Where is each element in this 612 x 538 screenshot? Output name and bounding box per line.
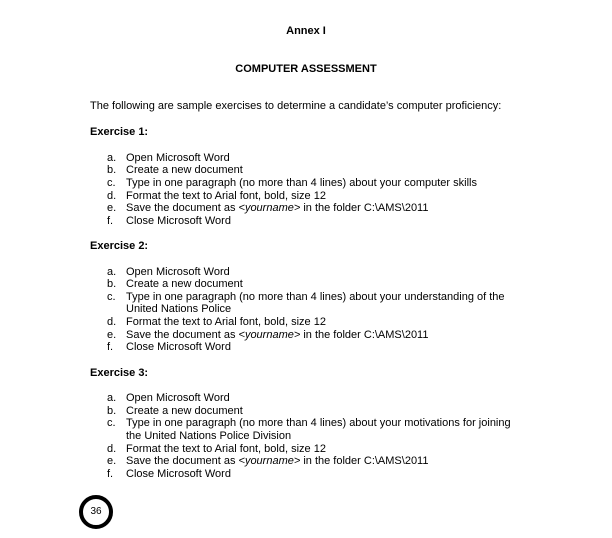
item-label: a. [107, 392, 117, 404]
item-text-pre: Save the document as [126, 329, 239, 341]
item-label: a. [107, 152, 117, 164]
item-label: f. [107, 215, 114, 227]
item-text: Open Microsoft Word [126, 152, 230, 164]
item-text: Open Microsoft Word [126, 392, 230, 404]
item-label: c. [107, 417, 116, 429]
list-item [0, 164, 612, 177]
item-text [126, 202, 428, 214]
page-number-badge: 36 [79, 495, 113, 529]
item-text: Format the text to Arial font, bold, size 12 [126, 443, 326, 455]
item-label: c. [107, 291, 116, 303]
item-text: Format the text to Arial font, bold, size 12 [126, 190, 326, 202]
item-text-post: in the folder C:\AMS\2011 [300, 329, 429, 341]
item-label: e. [107, 202, 117, 214]
item-text-post: in the folder C:\AMS\2011 [300, 455, 429, 467]
item-text: Format the text to Arial font, bold, size 12 [126, 316, 326, 328]
item-text [126, 329, 428, 341]
list-item [0, 177, 612, 190]
list-item [0, 392, 612, 405]
annex-label: Annex I [286, 25, 326, 37]
item-label: c. [107, 177, 116, 189]
item-label: d. [107, 316, 117, 328]
list-item-continuation [0, 303, 612, 316]
list-item-continuation [0, 430, 612, 443]
item-label: e. [107, 455, 117, 467]
item-label: a. [107, 266, 117, 278]
item-label: e. [107, 329, 117, 341]
item-label: b. [107, 164, 117, 176]
item-text-pre: Save the document as [126, 202, 239, 214]
item-label: b. [107, 278, 117, 290]
item-text-pre: Save the document as [126, 455, 239, 467]
exercise-2-heading: Exercise 2: [90, 240, 149, 252]
list-item [0, 417, 612, 430]
item-text [126, 455, 428, 467]
list-item [0, 202, 612, 215]
placeholder-yourname: <yourname> [238, 329, 301, 341]
list-item [0, 468, 612, 481]
item-text: Close Microsoft Word [126, 215, 231, 227]
item-label: d. [107, 443, 117, 455]
item-text: Close Microsoft Word [126, 341, 231, 353]
item-text: Create a new document [126, 278, 243, 290]
item-text: Open Microsoft Word [126, 266, 230, 278]
list-item [0, 278, 612, 291]
item-label: b. [107, 405, 117, 417]
item-label: d. [107, 190, 117, 202]
exercise-3-heading: Exercise 3: [90, 367, 149, 379]
item-text: Create a new document [126, 405, 243, 417]
item-label: f. [107, 468, 114, 480]
placeholder-yourname: <yourname> [238, 455, 301, 467]
item-text-continuation: United Nations Police [126, 303, 232, 315]
item-text-post: in the folder C:\AMS\2011 [300, 202, 429, 214]
list-item [0, 455, 612, 468]
intro-paragraph: The following are sample exercises to determine a candidate’s computer proficiency: [90, 100, 502, 112]
list-item [0, 341, 612, 354]
item-text: Close Microsoft Word [126, 468, 231, 480]
page-title: COMPUTER ASSESSMENT [235, 63, 377, 75]
item-text: Type in one paragraph (no more than 4 lines) about your motivations for joining [126, 417, 511, 429]
item-text: Create a new document [126, 164, 243, 176]
item-text-continuation: the United Nations Police Division [126, 430, 292, 442]
list-item [0, 215, 612, 228]
exercise-1-heading: Exercise 1: [90, 126, 149, 138]
list-item [0, 316, 612, 329]
item-text: Type in one paragraph (no more than 4 lines) about your understanding of the [126, 291, 505, 303]
item-label: f. [107, 341, 114, 353]
placeholder-yourname: <yourname> [238, 202, 301, 214]
item-text: Type in one paragraph (no more than 4 lines) about your computer skills [126, 177, 477, 189]
